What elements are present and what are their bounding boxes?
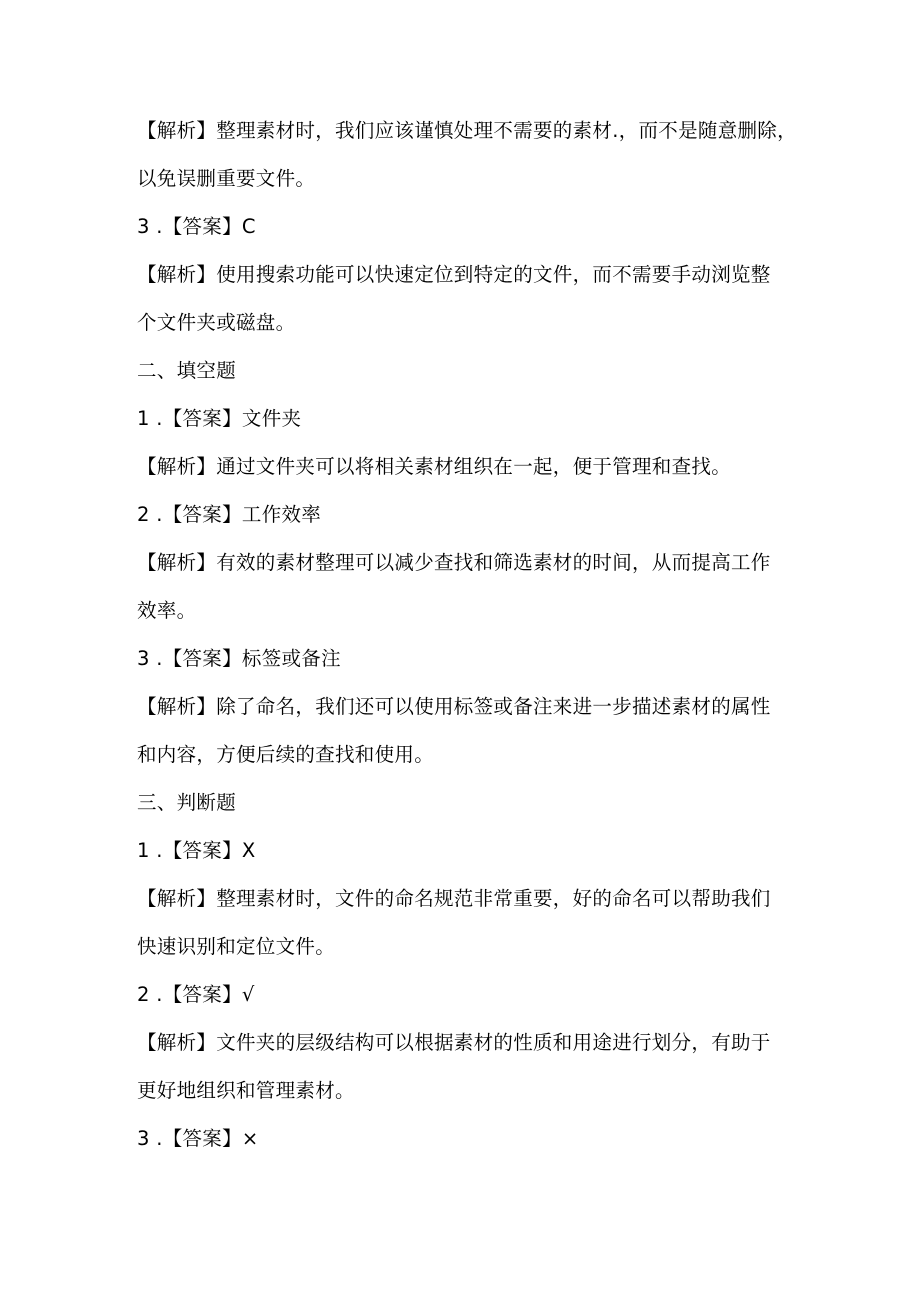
analysis-line: 【解析】通过文件夹可以将相关素材组织在一起，便于管理和查找。: [137, 455, 732, 478]
analysis-line: 效率。: [137, 599, 197, 622]
section-heading: 三、判断题: [137, 791, 237, 814]
analysis-line: 快速识别和定位文件。: [137, 935, 336, 958]
analysis-line: 【解析】除了命名，我们还可以使用标签或备注来进一步描述素材的属性: [137, 695, 771, 718]
analysis-line: 【解析】整理素材时，文件的命名规范非常重要，好的命名可以帮助我们: [137, 887, 771, 910]
answer-line: 2 .【答案】√: [137, 983, 255, 1006]
analysis-line: 【解析】有效的素材整理可以减少查找和筛选素材的时间，从而提高工作: [137, 551, 771, 574]
answer-line: 1 .【答案】X: [137, 839, 256, 862]
analysis-line: 以免误删重要文件。: [137, 167, 316, 190]
section-heading: 二、填空题: [137, 359, 237, 382]
analysis-line: 【解析】文件夹的层级结构可以根据素材的性质和用途进行划分，有助于: [137, 1031, 771, 1054]
answer-line: 3 .【答案】C: [137, 215, 256, 238]
analysis-line: 【解析】整理素材时，我们应该谨慎处理不需要的素材.，而不是随意删除，: [137, 119, 797, 142]
answer-line: 1 .【答案】文件夹: [137, 407, 302, 430]
analysis-line: 和内容，方便后续的查找和使用。: [137, 743, 435, 766]
answer-line: 2 .【答案】工作效率: [137, 503, 322, 526]
answer-line: 3 .【答案】×: [137, 1127, 259, 1150]
analysis-line: 【解析】使用搜索功能可以快速定位到特定的文件，而不需要手动浏览整: [137, 263, 771, 286]
analysis-line: 更好地组织和管理素材。: [137, 1079, 355, 1102]
analysis-line: 个文件夹或磁盘。: [137, 311, 296, 334]
answer-line: 3 .【答案】标签或备注: [137, 647, 341, 670]
